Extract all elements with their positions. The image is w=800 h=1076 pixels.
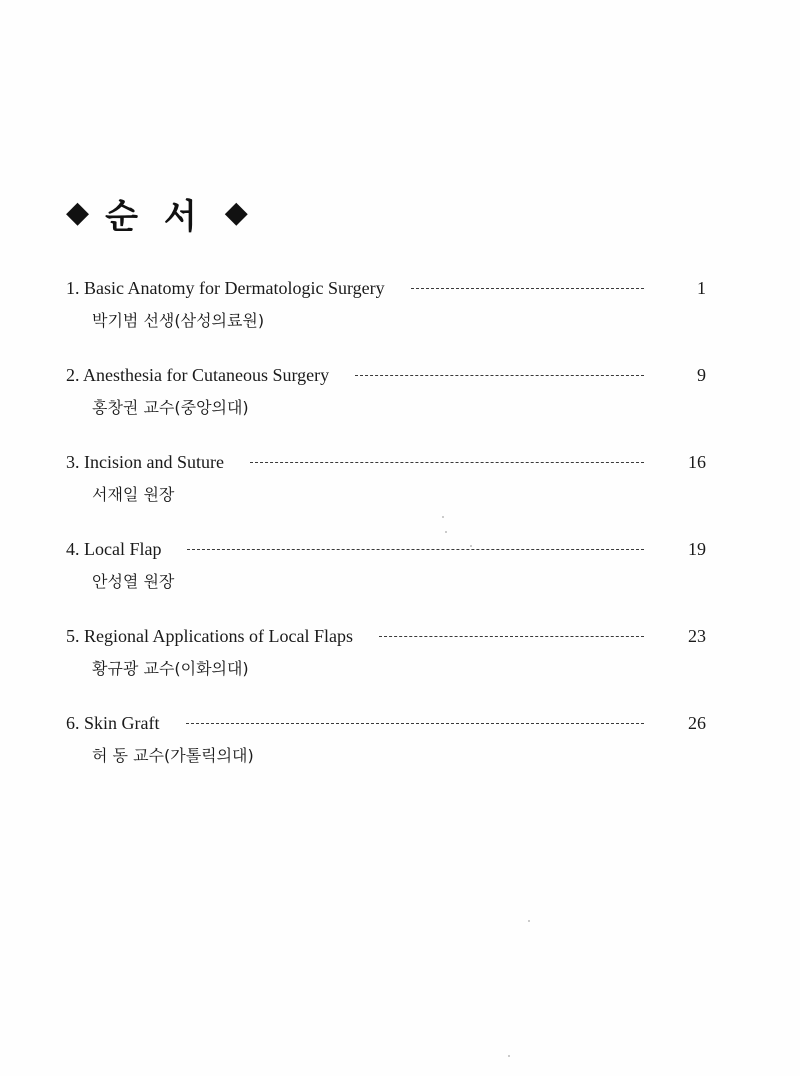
- toc-entry-author: 안성열 원장: [92, 572, 175, 591]
- toc-entry-page: 19: [688, 538, 706, 559]
- dot-leader: [186, 723, 645, 726]
- toc-entry-page: 26: [688, 712, 706, 733]
- toc-entry-author: 서재일 원장: [92, 485, 175, 504]
- dot-leader: [411, 288, 644, 291]
- dot-leader: [187, 549, 644, 552]
- toc-entry-author: 황규광 교수(이화의대): [92, 659, 249, 678]
- scan-speck: [445, 531, 447, 533]
- toc-heading-text: 순서: [105, 196, 223, 237]
- toc-entry-6: [66, 709, 706, 769]
- toc-entry-title: 1. Basic Anatomy for Dermatologic Surgery: [66, 277, 385, 298]
- toc-entry-5: [66, 622, 706, 682]
- toc-entry-4: [66, 535, 706, 595]
- toc-entry-2: [66, 361, 706, 421]
- toc-entry-page: 1: [697, 277, 706, 298]
- scan-speck: [470, 545, 472, 547]
- toc-entry-page: 23: [688, 625, 706, 646]
- toc-entry-page: 9: [697, 364, 706, 385]
- toc-entry-title: 2. Anesthesia for Cutaneous Surgery: [66, 364, 330, 385]
- diamond-right-icon: ◆: [224, 195, 248, 230]
- dot-leader: [250, 462, 644, 465]
- toc-entry-1: [66, 274, 706, 334]
- toc-entry-title: 4. Local Flap: [66, 538, 162, 559]
- toc-entry-title: 3. Incision and Suture: [66, 451, 224, 472]
- dot-leader: [379, 636, 644, 639]
- scan-speck: [442, 516, 444, 518]
- toc-heading: [66, 188, 248, 238]
- toc-entry-title: 5. Regional Applications of Local Flaps: [66, 625, 353, 646]
- toc-entry-title: 6. Skin Graft: [66, 712, 160, 733]
- toc-entry-author: 허 동 교수(가톨릭의대): [92, 746, 254, 765]
- scan-speck: [528, 920, 530, 922]
- diamond-left-icon: ◆: [66, 195, 90, 230]
- toc-entry-author: 박기범 선생(삼성의료원): [92, 311, 265, 330]
- toc-entry-author: 홍창권 교수(중앙의대): [92, 398, 249, 417]
- dot-leader: [355, 375, 644, 378]
- toc-entry-3: [66, 448, 706, 508]
- scan-speck: [508, 1055, 510, 1057]
- toc-entry-page: 16: [688, 451, 706, 472]
